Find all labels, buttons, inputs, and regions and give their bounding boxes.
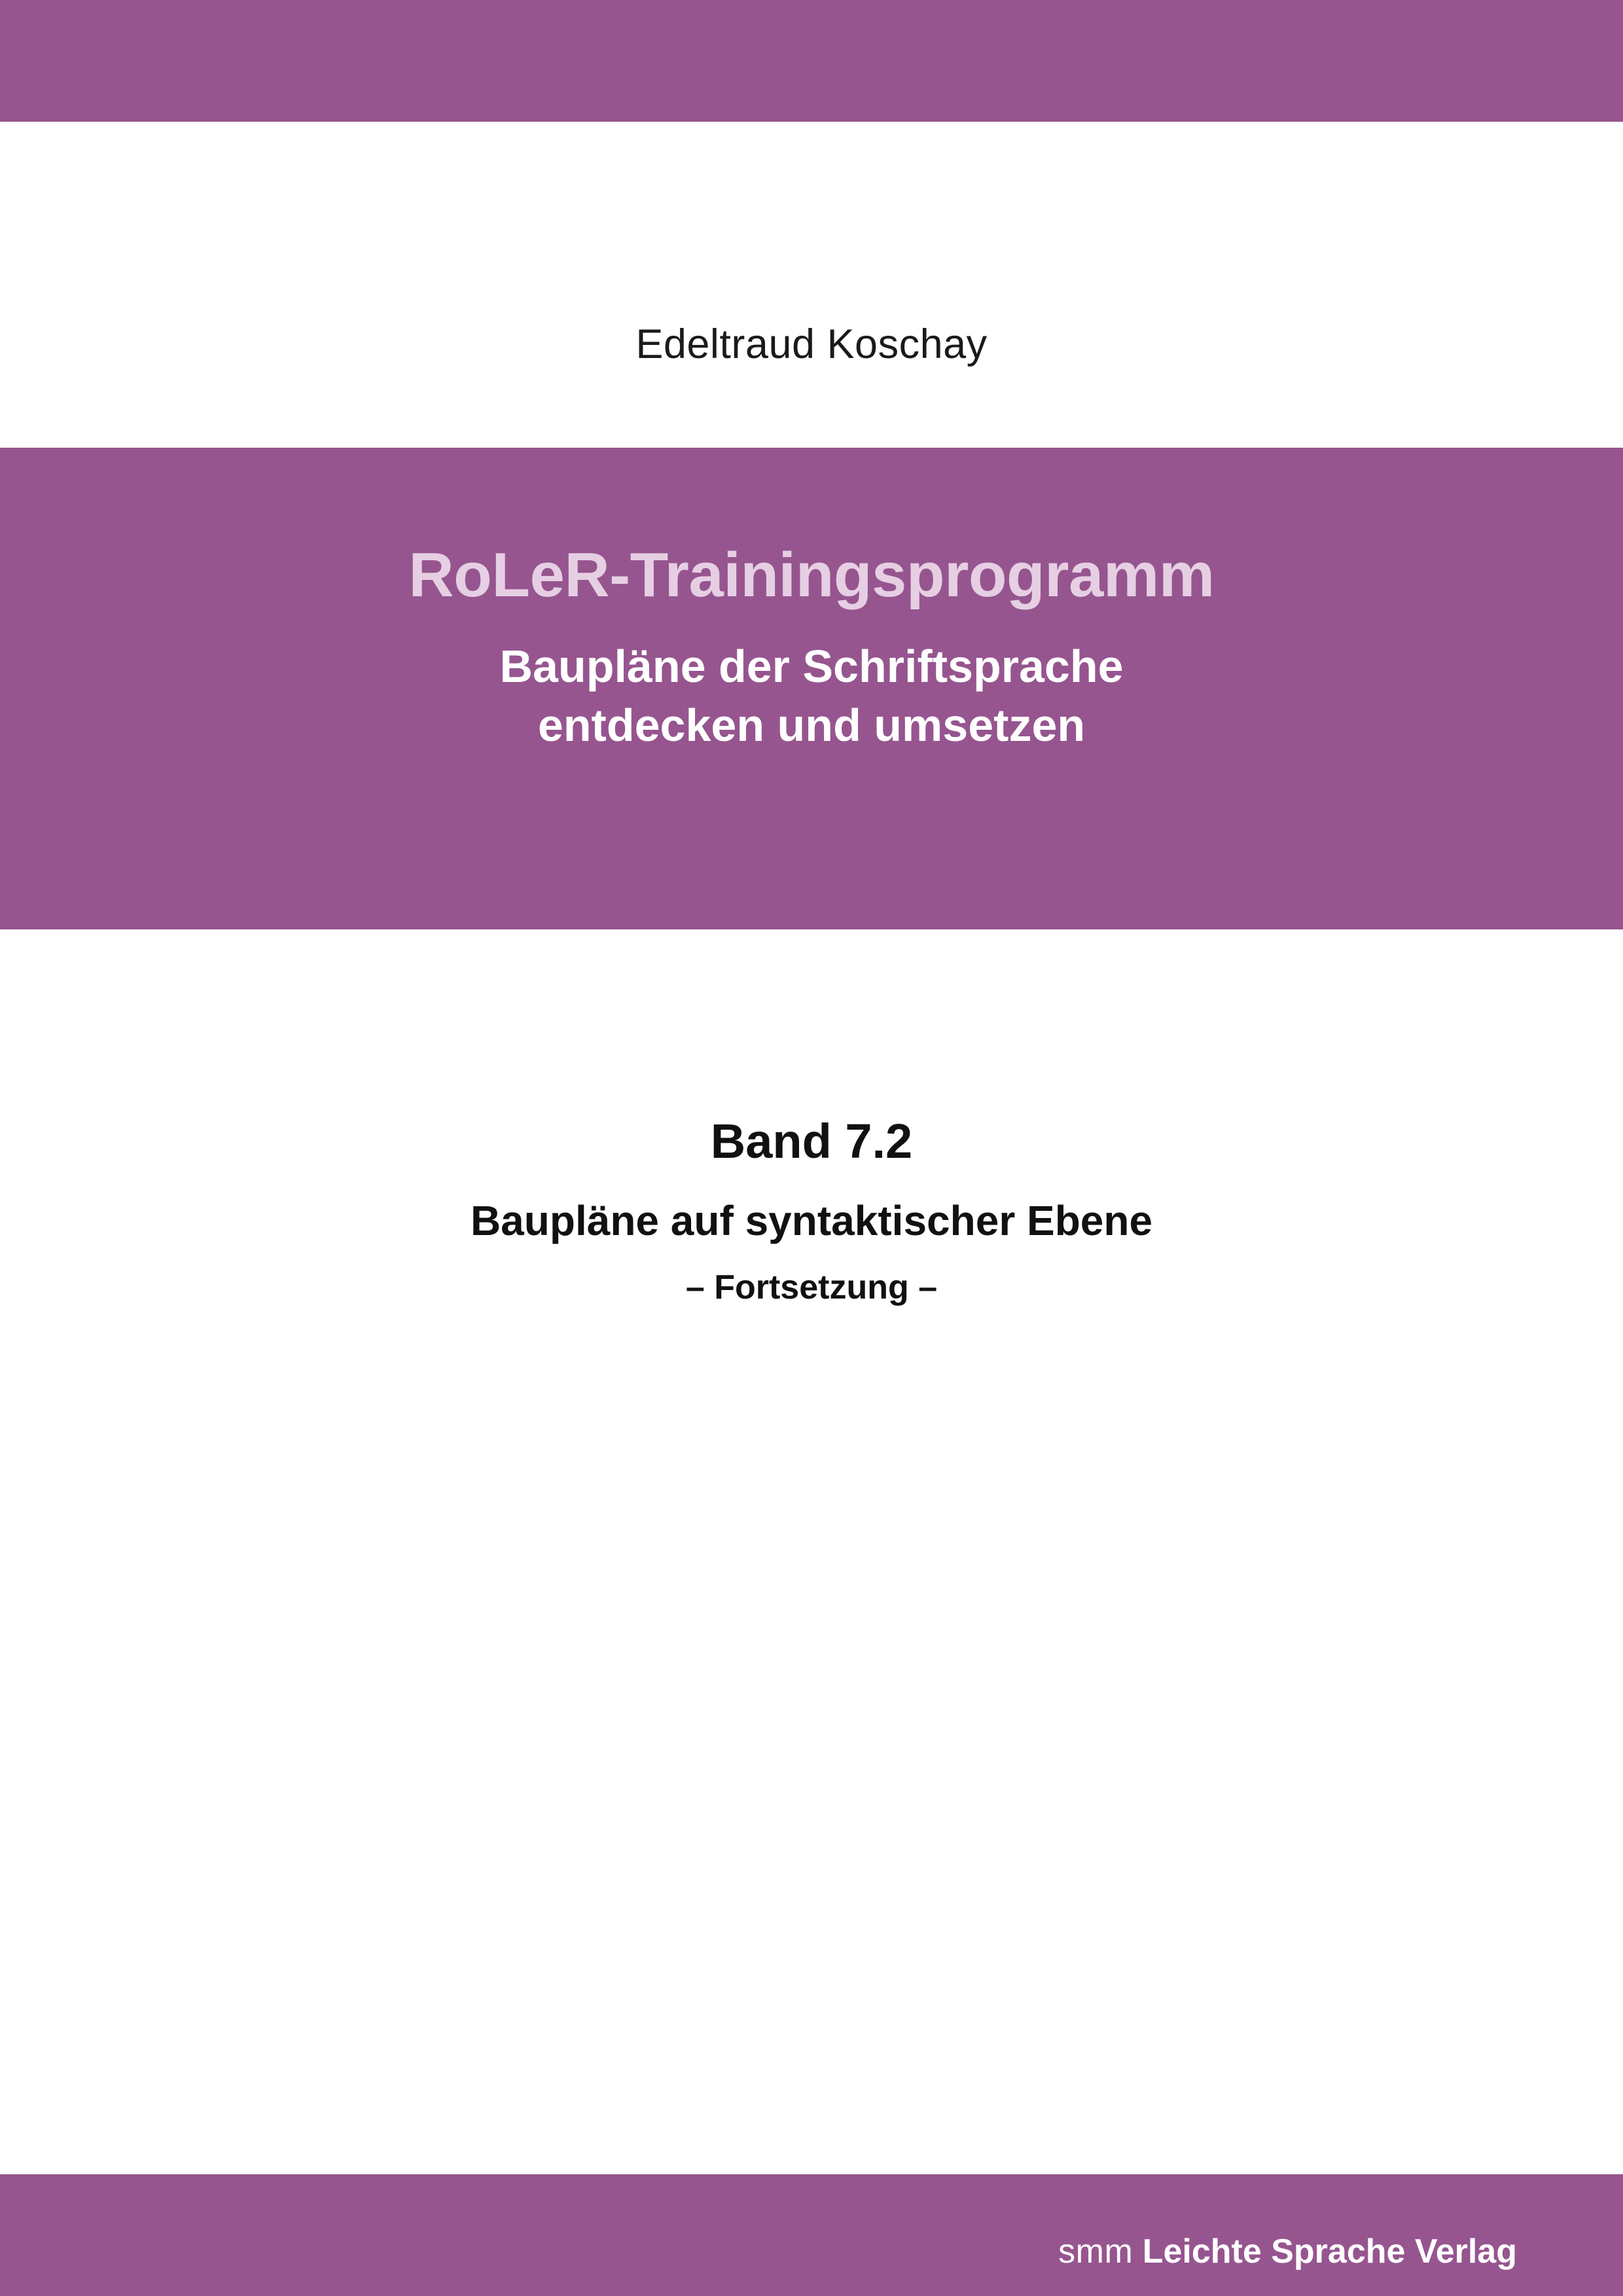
publisher-prefix: smm [1058,2233,1133,2270]
author-area [0,122,1623,448]
publisher-name: Leichte Sprache Verlag [1142,2233,1517,2270]
volume-subtitle: Baupläne auf syntaktischer Ebene [470,1196,1153,1244]
volume-block [0,1113,1623,1308]
subtitle-line-1: Baupläne der Schriftsprache [499,641,1124,692]
title-color-band [0,448,1623,929]
volume-number: Band 7.2 [710,1114,913,1168]
author-name: Edeltraud Koschay [635,321,988,367]
top-color-band [0,0,1623,122]
page-title: RoLeR-Trainingsprogramm [408,540,1215,610]
bottom-color-band [0,2174,1623,2296]
subtitle-line-2: entdecken und umsetzen [537,699,1086,751]
publisher-logo [1058,2232,1517,2271]
subtitle [0,637,1623,755]
volume-note: – Fortsetzung – [685,1268,938,1306]
